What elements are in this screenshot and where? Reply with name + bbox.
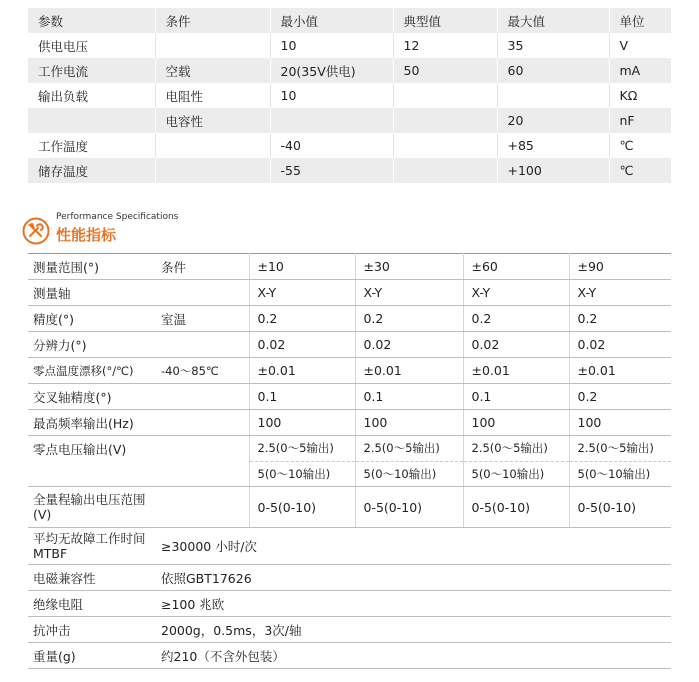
table-row xyxy=(28,384,671,410)
cell: ±30 xyxy=(355,254,463,280)
cell: 5(0～10输出) xyxy=(249,461,355,487)
cell: 100 xyxy=(569,410,671,436)
table-row xyxy=(28,33,671,58)
column-header: 条件 xyxy=(155,8,270,33)
row-label: 重量(g) xyxy=(28,643,156,669)
section-subtitle: Performance Specifications xyxy=(56,212,179,222)
table-row xyxy=(28,591,671,617)
cell: 电容性 xyxy=(155,108,270,133)
table-row xyxy=(28,565,671,591)
row-label: 精度(°) xyxy=(28,306,156,332)
cell: 工作温度 xyxy=(28,133,155,158)
cell xyxy=(393,83,497,108)
table-row xyxy=(28,108,671,133)
row-condition xyxy=(156,332,249,358)
cell: 20(35V供电) xyxy=(270,58,393,83)
cell: +100 xyxy=(497,158,609,183)
cell: nF xyxy=(609,108,671,133)
table-row xyxy=(28,461,671,487)
cell: 60 xyxy=(497,58,609,83)
row-label: 测量轴 xyxy=(28,280,156,306)
cell: ±60 xyxy=(463,254,569,280)
cell: 2.5(0～5输出) xyxy=(569,436,671,462)
cell: 12 xyxy=(393,33,497,58)
cell: 0.02 xyxy=(463,332,569,358)
row-condition: 条件 xyxy=(156,254,249,280)
table-row xyxy=(28,83,671,108)
row-label: 绝缘电阻 xyxy=(28,591,156,617)
column-header: 单位 xyxy=(609,8,671,33)
cell: ±10 xyxy=(249,254,355,280)
row-value: 依照GBT17626 xyxy=(156,565,671,591)
column-header: 参数 xyxy=(28,8,155,33)
cell xyxy=(393,158,497,183)
table-row xyxy=(28,487,671,528)
row-condition xyxy=(156,487,249,528)
row-label: 最高频率输出(Hz) xyxy=(28,410,156,436)
cell xyxy=(28,108,155,133)
cell xyxy=(393,108,497,133)
cell: 0.1 xyxy=(463,384,569,410)
cell: 电阻性 xyxy=(155,83,270,108)
performance-spec-table xyxy=(28,253,671,669)
cell xyxy=(155,158,270,183)
cell: 0-5(0-10) xyxy=(569,487,671,528)
cell: 空载 xyxy=(155,58,270,83)
cell: +85 xyxy=(497,133,609,158)
row-label: 零点电压输出(V) xyxy=(33,441,127,457)
cell: V xyxy=(609,33,671,58)
table-row xyxy=(28,58,671,83)
cell: 5(0～10输出) xyxy=(463,461,569,487)
row-label: 全量程输出电压范围(V) xyxy=(28,487,156,528)
row-value: 约210（不含外包装） xyxy=(156,643,671,669)
cell: 10 xyxy=(270,33,393,58)
cell: 0-5(0-10) xyxy=(355,487,463,528)
cell: mA xyxy=(609,58,671,83)
cell: 100 xyxy=(355,410,463,436)
cell: 0.02 xyxy=(569,332,671,358)
row-condition xyxy=(156,384,249,410)
table-row xyxy=(28,306,671,332)
cell: ±0.01 xyxy=(569,358,671,384)
table-row xyxy=(28,332,671,358)
cell: 100 xyxy=(249,410,355,436)
row-label: 分辨力(°) xyxy=(28,332,156,358)
cell: KΩ xyxy=(609,83,671,108)
row-condition xyxy=(156,461,249,487)
tools-icon xyxy=(22,217,50,245)
cell: 0.2 xyxy=(355,306,463,332)
row-label: 平均无故障工作时间MTBF xyxy=(28,528,156,565)
section-header xyxy=(22,211,322,245)
column-header: 典型值 xyxy=(393,8,497,33)
cell: 0-5(0-10) xyxy=(249,487,355,528)
cell: 2.5(0～5输出) xyxy=(249,436,355,462)
cell xyxy=(155,133,270,158)
table-row xyxy=(28,528,671,565)
cell: ±0.01 xyxy=(463,358,569,384)
table-row xyxy=(28,617,671,643)
row-condition: -40～85℃ xyxy=(156,358,249,384)
table-row xyxy=(28,436,671,462)
cell: 储存温度 xyxy=(28,158,155,183)
cell: X-Y xyxy=(569,280,671,306)
table-header-row xyxy=(28,8,671,33)
cell: 20 xyxy=(497,108,609,133)
cell: 35 xyxy=(497,33,609,58)
row-label: 零点温度漂移(°/℃) xyxy=(28,358,156,384)
cell: 2.5(0～5输出) xyxy=(463,436,569,462)
cell: 0.2 xyxy=(569,384,671,410)
table-row xyxy=(28,358,671,384)
table-row xyxy=(28,280,671,306)
electrical-spec-table xyxy=(28,8,671,183)
cell: X-Y xyxy=(355,280,463,306)
cell: ℃ xyxy=(609,158,671,183)
row-value: ≥100 兆欧 xyxy=(156,591,671,617)
cell: 10 xyxy=(270,83,393,108)
cell: 0.1 xyxy=(355,384,463,410)
cell xyxy=(393,133,497,158)
cell: 0.02 xyxy=(249,332,355,358)
cell: ℃ xyxy=(609,133,671,158)
cell: 2.5(0～5输出) xyxy=(355,436,463,462)
row-label: 测量范围(°) xyxy=(28,254,156,280)
cell: 5(0～10输出) xyxy=(569,461,671,487)
column-header: 最小值 xyxy=(270,8,393,33)
table-row xyxy=(28,254,671,280)
row-condition xyxy=(156,436,249,462)
row-value: ≥30000 小时/次 xyxy=(156,528,671,565)
cell: 输出负载 xyxy=(28,83,155,108)
row-label: 交叉轴精度(°) xyxy=(28,384,156,410)
row-label xyxy=(28,461,156,487)
row-label: 抗冲击 xyxy=(28,617,156,643)
table-row xyxy=(28,133,671,158)
table-row xyxy=(28,643,671,669)
cell: 0.2 xyxy=(569,306,671,332)
cell: 供电电压 xyxy=(28,33,155,58)
cell xyxy=(497,83,609,108)
cell: ±0.01 xyxy=(355,358,463,384)
cell: 0-5(0-10) xyxy=(463,487,569,528)
column-header: 最大值 xyxy=(497,8,609,33)
cell: 5(0～10输出) xyxy=(355,461,463,487)
cell: -55 xyxy=(270,158,393,183)
cell: -40 xyxy=(270,133,393,158)
cell: 50 xyxy=(393,58,497,83)
cell: 0.2 xyxy=(463,306,569,332)
cell: ±0.01 xyxy=(249,358,355,384)
cell: 0.1 xyxy=(249,384,355,410)
cell: ±90 xyxy=(569,254,671,280)
table-row xyxy=(28,410,671,436)
cell: X-Y xyxy=(463,280,569,306)
row-condition xyxy=(156,410,249,436)
cell: 0.02 xyxy=(355,332,463,358)
row-condition: 室温 xyxy=(156,306,249,332)
cell: 0.2 xyxy=(249,306,355,332)
cell xyxy=(155,33,270,58)
row-value: 2000g，0.5ms，3次/轴 xyxy=(156,617,671,643)
table-row xyxy=(28,158,671,183)
cell: 工作电流 xyxy=(28,58,155,83)
cell: X-Y xyxy=(249,280,355,306)
row-condition xyxy=(156,280,249,306)
section-title: 性能指标 xyxy=(56,226,117,244)
row-label: 电磁兼容性 xyxy=(28,565,156,591)
cell xyxy=(270,108,393,133)
cell: 100 xyxy=(463,410,569,436)
